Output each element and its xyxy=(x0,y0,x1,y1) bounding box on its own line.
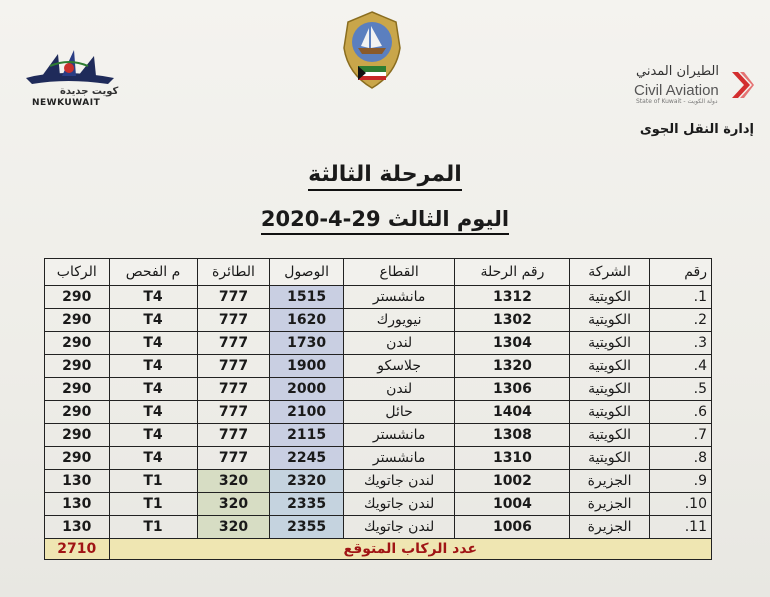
cell-passengers: 290 xyxy=(45,286,110,309)
new-kuwait-logo xyxy=(22,48,118,110)
cell-company: الكويتية xyxy=(570,309,649,332)
table-row xyxy=(45,493,712,516)
cell-check: T4 xyxy=(109,447,197,470)
cell-check: T4 xyxy=(109,424,197,447)
cell-check: T1 xyxy=(109,516,197,539)
cell-aircraft: 777 xyxy=(197,355,270,378)
flight-schedule-table xyxy=(44,258,712,560)
cell-number: 5. xyxy=(649,378,711,401)
cell-passengers: 290 xyxy=(45,401,110,424)
cell-sector: مانشستر xyxy=(343,424,455,447)
civil-aviation-arabic-text: الطيران المدني xyxy=(636,64,719,79)
cell-arrival: 2335 xyxy=(270,493,343,516)
cell-aircraft: 777 xyxy=(197,401,270,424)
table-row xyxy=(45,355,712,378)
col-header-number: رقم xyxy=(649,259,711,286)
new-kuwait-arabic-text: كويت جديدة xyxy=(60,86,119,97)
cell-company: الكويتية xyxy=(570,355,649,378)
cell-sector: لندن xyxy=(343,378,455,401)
cell-number: 9. xyxy=(649,470,711,493)
cell-passengers: 290 xyxy=(45,309,110,332)
cell-flight: 1302 xyxy=(455,309,570,332)
department-name: إدارة النقل الجوى xyxy=(639,122,754,137)
cell-flight: 1320 xyxy=(455,355,570,378)
cell-check: T4 xyxy=(109,378,197,401)
cell-aircraft: 777 xyxy=(197,286,270,309)
cell-arrival: 2320 xyxy=(270,470,343,493)
table-row xyxy=(45,309,712,332)
table-row xyxy=(45,424,712,447)
kuwait-emblem xyxy=(336,8,408,92)
cell-passengers: 130 xyxy=(45,516,110,539)
cell-arrival: 1620 xyxy=(270,309,343,332)
table-row xyxy=(45,470,712,493)
cell-check: T1 xyxy=(109,493,197,516)
cell-arrival: 1900 xyxy=(270,355,343,378)
cell-arrival: 2000 xyxy=(270,378,343,401)
cell-flight: 1002 xyxy=(455,470,570,493)
cell-sector: لندن xyxy=(343,332,455,355)
cell-number: 3. xyxy=(649,332,711,355)
total-passengers-label: عدد الركاب المتوقع xyxy=(109,539,711,560)
cell-number: 2. xyxy=(649,309,711,332)
cell-aircraft: 777 xyxy=(197,447,270,470)
cell-passengers: 130 xyxy=(45,470,110,493)
phase-title-text: المرحلة الثالثة xyxy=(308,162,462,191)
new-kuwait-english-text: NEWKUWAIT xyxy=(32,98,101,108)
cell-flight: 1308 xyxy=(455,424,570,447)
cell-aircraft: 777 xyxy=(197,332,270,355)
cell-company: الكويتية xyxy=(570,378,649,401)
cell-aircraft: 320 xyxy=(197,470,270,493)
cell-aircraft: 777 xyxy=(197,378,270,401)
cell-aircraft: 320 xyxy=(197,516,270,539)
cell-aircraft: 777 xyxy=(197,424,270,447)
cell-passengers: 290 xyxy=(45,332,110,355)
cell-flight: 1304 xyxy=(455,332,570,355)
cell-check: T1 xyxy=(109,470,197,493)
table-row xyxy=(45,332,712,355)
kuwait-emblem-icon xyxy=(336,8,408,92)
cell-passengers: 290 xyxy=(45,447,110,470)
cell-sector: لندن جاتويك xyxy=(343,493,455,516)
cell-passengers: 290 xyxy=(45,378,110,401)
table-row xyxy=(45,447,712,470)
cell-company: الكويتية xyxy=(570,332,649,355)
col-header-flight: رقم الرحلة xyxy=(455,259,570,286)
cell-number: 11. xyxy=(649,516,711,539)
civil-aviation-english-text: Civil Aviation xyxy=(634,82,719,99)
cell-flight: 1404 xyxy=(455,401,570,424)
cell-company: الكويتية xyxy=(570,286,649,309)
cell-company: الكويتية xyxy=(570,401,649,424)
civil-aviation-chevron-icon xyxy=(730,70,754,100)
cell-aircraft: 320 xyxy=(197,493,270,516)
cell-arrival: 2245 xyxy=(270,447,343,470)
day-title xyxy=(0,207,770,231)
cell-company: الكويتية xyxy=(570,424,649,447)
cell-arrival: 1730 xyxy=(270,332,343,355)
col-header-passengers: الركاب xyxy=(45,259,110,286)
cell-number: 4. xyxy=(649,355,711,378)
cell-company: الجزيرة xyxy=(570,493,649,516)
table-row xyxy=(45,401,712,424)
cell-flight: 1310 xyxy=(455,447,570,470)
col-header-aircraft: الطائرة xyxy=(197,259,270,286)
cell-arrival: 2115 xyxy=(270,424,343,447)
cell-sector: جلاسكو xyxy=(343,355,455,378)
col-header-arrival: الوصول xyxy=(270,259,343,286)
cell-flight: 1312 xyxy=(455,286,570,309)
cell-aircraft: 777 xyxy=(197,309,270,332)
cell-sector: مانشستر xyxy=(343,286,455,309)
cell-check: T4 xyxy=(109,286,197,309)
cell-number: 8. xyxy=(649,447,711,470)
cell-check: T4 xyxy=(109,309,197,332)
cell-arrival: 2100 xyxy=(270,401,343,424)
cell-check: T4 xyxy=(109,401,197,424)
cell-sector: نيويورك xyxy=(343,309,455,332)
cell-number: 10. xyxy=(649,493,711,516)
cell-company: الجزيرة xyxy=(570,516,649,539)
cell-sector: حائل xyxy=(343,401,455,424)
new-kuwait-sail-icon xyxy=(22,48,118,88)
total-passengers-value: 2710 xyxy=(45,539,110,560)
cell-company: الكويتية xyxy=(570,447,649,470)
cell-passengers: 290 xyxy=(45,424,110,447)
cell-number: 1. xyxy=(649,286,711,309)
civil-aviation-sub-text: State of Kuwait - دولة الكويت xyxy=(636,98,718,105)
col-header-sector: القطاع xyxy=(343,259,455,286)
cell-check: T4 xyxy=(109,332,197,355)
cell-flight: 1004 xyxy=(455,493,570,516)
cell-sector: لندن جاتويك xyxy=(343,516,455,539)
total-row xyxy=(45,539,712,560)
cell-arrival: 2355 xyxy=(270,516,343,539)
table-header-row xyxy=(45,259,712,286)
cell-number: 7. xyxy=(649,424,711,447)
day-title-text: اليوم الثالث 29-4-2020 xyxy=(261,207,509,235)
cell-arrival: 1515 xyxy=(270,286,343,309)
cell-sector: لندن جاتويك xyxy=(343,470,455,493)
col-header-company: الشركة xyxy=(570,259,649,286)
table-row xyxy=(45,516,712,539)
cell-passengers: 290 xyxy=(45,355,110,378)
cell-sector: مانشستر xyxy=(343,447,455,470)
cell-number: 6. xyxy=(649,401,711,424)
table-row xyxy=(45,286,712,309)
cell-passengers: 130 xyxy=(45,493,110,516)
col-header-check: م الفحص xyxy=(109,259,197,286)
cell-company: الجزيرة xyxy=(570,470,649,493)
phase-title xyxy=(0,162,770,187)
table-row xyxy=(45,378,712,401)
cell-check: T4 xyxy=(109,355,197,378)
cell-flight: 1006 xyxy=(455,516,570,539)
cell-flight: 1306 xyxy=(455,378,570,401)
